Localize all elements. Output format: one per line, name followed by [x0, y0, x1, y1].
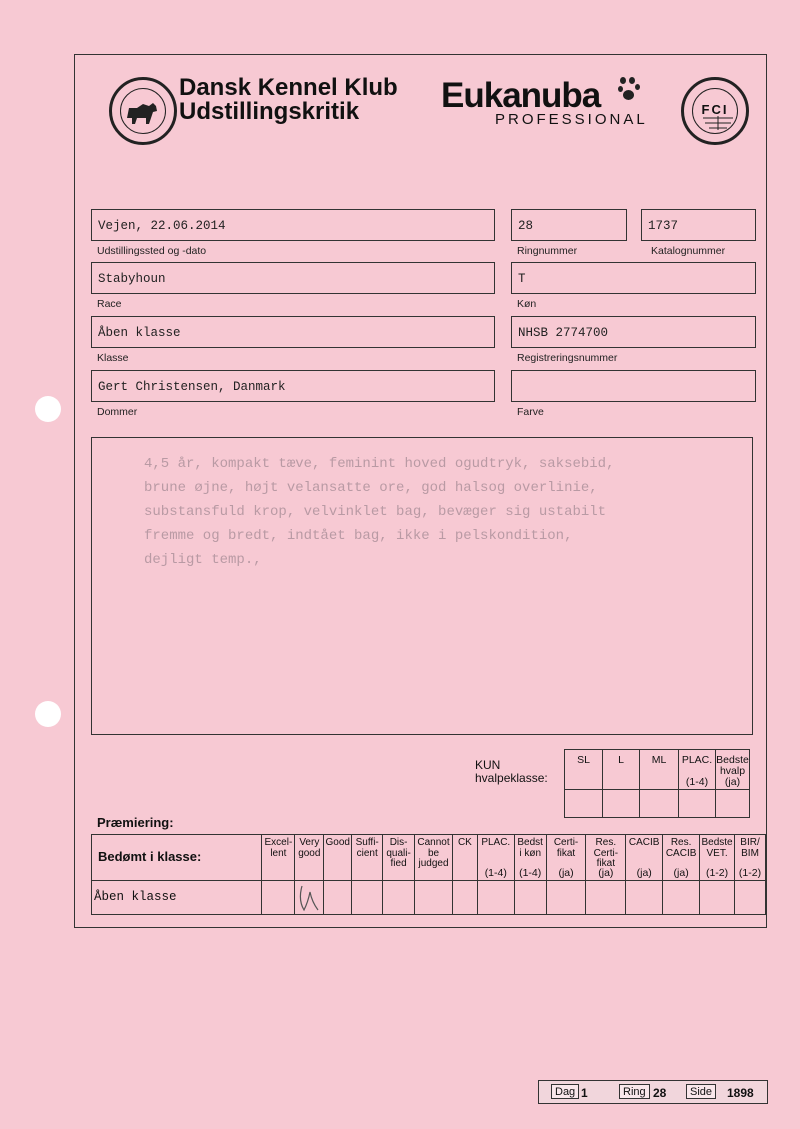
puppy-col-l: L	[603, 750, 640, 790]
award-col-sub: (ja)	[598, 866, 614, 879]
judged-class-value: Åben klasse	[92, 881, 262, 915]
page-footer	[538, 1080, 768, 1104]
award-col-label: Cannot be judged	[417, 837, 450, 869]
catalog-number-field[interactable]: 1737	[641, 209, 756, 241]
award-col-sub: (ja)	[673, 866, 689, 879]
award-col-label: CACIB	[628, 837, 660, 848]
page-value: 1898	[727, 1086, 754, 1100]
puppy-col-plac: PLAC. (1-4)	[679, 750, 716, 790]
check-mark-icon	[296, 882, 322, 914]
award-col-label: Certi- fikat	[553, 837, 579, 859]
breed-field[interactable]: Stabyhoun	[91, 262, 495, 294]
sex-label: Køn	[517, 298, 537, 310]
critique-box[interactable]	[91, 437, 753, 735]
critique-text: 4,5 år, kompakt tæve, feminint hoved ogudtryk, saksebid, brune øjne, højt velansatte ore, god halsog overlinie, substansfuld krop, velvinklet bag, bevæger sig ustabilt fremme og bredt, indtået bag, ikke i pelskondition, dejligt temp.,	[144, 456, 615, 568]
puppy-cell-sl[interactable]	[565, 790, 603, 818]
award-col-sub: (1-4)	[484, 866, 507, 879]
award-col-4	[383, 835, 415, 881]
award-col-sub: (ja)	[636, 866, 652, 879]
globe-icon	[703, 116, 733, 130]
award-col-label: Bedst i køn	[517, 837, 543, 859]
ring-value: 28	[653, 1086, 667, 1100]
paw-icon	[618, 77, 640, 101]
award-col-3	[352, 835, 383, 881]
award-col-1	[295, 835, 324, 881]
award-cell-4[interactable]	[383, 881, 415, 915]
puppy-class-table	[564, 749, 750, 818]
award-col-label: Good	[325, 837, 350, 848]
award-col-label: BIR/ BIM	[740, 837, 760, 859]
ring-number-label: Ringnummer	[517, 245, 578, 257]
award-col-label: Bedste VET.	[701, 837, 733, 859]
award-col-14	[735, 835, 766, 881]
venue-date-label: Udstillingssted og -dato	[97, 245, 207, 257]
judged-class-header: Bedømt i klasse:	[92, 835, 262, 881]
award-col-7	[477, 835, 514, 881]
punch-hole-bottom	[35, 701, 61, 727]
registration-label: Registreringsnummer	[517, 352, 618, 364]
award-cell-0[interactable]	[262, 881, 295, 915]
award-col-0	[262, 835, 295, 881]
award-cell-1[interactable]	[295, 881, 324, 915]
class-field[interactable]: Åben klasse	[91, 316, 495, 348]
day-label: Dag	[551, 1084, 579, 1099]
award-cell-14[interactable]	[735, 881, 766, 915]
registration-field[interactable]: NHSB 2774700	[511, 316, 756, 348]
dog-icon	[123, 100, 163, 126]
award-col-label: Res. CACIB	[665, 837, 697, 859]
puppy-col-best: Bedste hvalp (ja)	[716, 750, 750, 790]
page-label: Side	[686, 1084, 716, 1099]
critique-form	[74, 54, 767, 928]
award-col-2	[324, 835, 352, 881]
award-col-12	[663, 835, 700, 881]
award-col-sub: (1-2)	[705, 866, 729, 879]
award-cell-11[interactable]	[626, 881, 663, 915]
award-col-sub: (ja)	[558, 866, 574, 879]
award-col-label: CK	[457, 837, 472, 848]
club-title	[179, 76, 398, 124]
ring-label: Ring	[619, 1084, 650, 1099]
puppy-cell-l[interactable]	[603, 790, 640, 818]
eukanuba-logo: Eukanuba	[441, 76, 601, 115]
day-value: 1	[581, 1086, 588, 1100]
puppy-col-sl: SL	[565, 750, 603, 790]
award-cell-9[interactable]	[546, 881, 586, 915]
award-cell-3[interactable]	[352, 881, 383, 915]
sex-field[interactable]: T	[511, 262, 756, 294]
award-cell-5[interactable]	[415, 881, 453, 915]
award-col-label: Very good	[298, 837, 321, 859]
puppy-col-ml: ML	[640, 750, 679, 790]
award-col-13	[700, 835, 735, 881]
puppy-cell-best[interactable]	[716, 790, 750, 818]
catalog-number-label: Katalognummer	[651, 245, 726, 257]
class-label: Klasse	[97, 352, 129, 364]
fci-label: FCI	[701, 102, 729, 117]
award-col-label: Dis- quali- fied	[386, 837, 411, 869]
award-cell-6[interactable]	[452, 881, 477, 915]
puppy-class-label	[475, 759, 548, 785]
fci-logo	[681, 77, 749, 145]
awards-table	[91, 834, 766, 915]
award-col-9	[546, 835, 586, 881]
award-col-6	[452, 835, 477, 881]
judge-field[interactable]: Gert Christensen, Danmark	[91, 370, 495, 402]
puppy-label-class: hvalpeklasse:	[475, 771, 548, 785]
award-cell-13[interactable]	[700, 881, 735, 915]
breed-label: Race	[97, 298, 122, 310]
puppy-label-kun: KUN	[475, 758, 501, 772]
dkk-logo	[109, 77, 177, 145]
awards-heading: Præmiering:	[97, 815, 174, 830]
judge-label: Dommer	[97, 406, 138, 418]
eukanuba-subtitle: PROFESSIONAL	[495, 111, 648, 128]
award-col-11	[626, 835, 663, 881]
award-cell-8[interactable]	[514, 881, 546, 915]
puppy-cell-plac[interactable]	[679, 790, 716, 818]
color-label: Farve	[517, 406, 544, 418]
award-col-label: Suffi- cient	[355, 837, 379, 859]
award-col-sub: (1-4)	[519, 866, 542, 879]
ring-number-field[interactable]: 28	[511, 209, 627, 241]
venue-date-field[interactable]: Vejen, 22.06.2014	[91, 209, 495, 241]
award-cell-2[interactable]	[324, 881, 352, 915]
award-col-8	[514, 835, 546, 881]
color-field[interactable]	[511, 370, 756, 402]
form-title: Udstillingskritik	[179, 98, 360, 125]
award-col-10	[586, 835, 626, 881]
award-col-sub: (1-2)	[738, 866, 762, 879]
award-cell-12[interactable]	[663, 881, 700, 915]
award-col-label: Res. Certi- fikat	[593, 837, 619, 869]
award-col-label: Excel- lent	[264, 837, 293, 859]
club-name: Dansk Kennel Klub	[179, 74, 398, 101]
puppy-cell-ml[interactable]	[640, 790, 679, 818]
punch-hole-top	[35, 396, 61, 422]
award-cell-10[interactable]	[586, 881, 626, 915]
award-col-5	[415, 835, 453, 881]
award-cell-7[interactable]	[477, 881, 514, 915]
award-col-label: PLAC.	[481, 837, 511, 848]
